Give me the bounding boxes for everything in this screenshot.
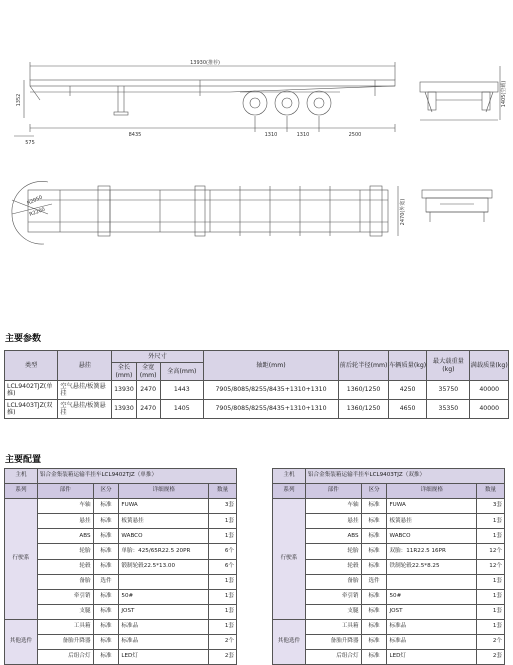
cell-spec: 50# (387, 589, 477, 604)
header-suspension: 悬挂 (58, 351, 112, 381)
cell-vehicle-mass: 4650 (388, 400, 427, 419)
cell-suspension: 空气悬挂/板簧悬挂 (58, 381, 112, 400)
dim-overall-length: 13930(推荐) (190, 60, 220, 66)
cell-wheelbase: 7905/8085/8255/8435+1310+1310 (203, 400, 339, 419)
cell-part: ABS (37, 529, 93, 544)
cell-spec: FUWA (387, 499, 477, 514)
table-row (273, 529, 505, 544)
cell-type: 标准 (361, 589, 387, 604)
cell-qty: 1套 (477, 619, 505, 634)
cell-type: 标准 (93, 529, 119, 544)
cell-type: 选件 (361, 574, 387, 589)
header-full-mass: 满载质量(kg) (470, 351, 509, 381)
cell-width: 2470 (136, 400, 160, 419)
cell-type: 标准 (93, 514, 119, 529)
cell-spec: 标准品 (387, 619, 477, 634)
cell-length: 13930 (112, 381, 136, 400)
config-table-right (272, 468, 505, 665)
cell-qty: 2个 (209, 635, 237, 650)
table-row (5, 635, 237, 650)
dim-front-overhang: 8435 (128, 132, 142, 138)
cell-part: 轮毂 (37, 559, 93, 574)
table-row (5, 574, 237, 589)
cell-type: 标准 (361, 514, 387, 529)
cell-type: 标准 (361, 604, 387, 619)
cell-part: 轮胎 (305, 544, 361, 559)
dim-turn-r2: R2200 (28, 206, 46, 218)
engineering-drawing (0, 0, 513, 290)
cell-type: 标准 (93, 499, 119, 514)
cell-length: 13930 (112, 400, 136, 419)
table-row (5, 589, 237, 604)
cell-part: 牵引销 (37, 589, 93, 604)
cell-part: 后组合灯 (37, 650, 93, 665)
cell-part: 支腿 (37, 604, 93, 619)
table-row (5, 381, 509, 400)
table-row (5, 529, 237, 544)
cell-type: 选件 (93, 574, 119, 589)
config-main-value: 铝合金集装箱运输半挂车LCL9402TJZ（单推） (37, 469, 236, 484)
cell-part: 工具箱 (37, 619, 93, 634)
cell-width: 2470 (136, 381, 160, 400)
header-outer-dim: 外尺寸 (112, 351, 203, 363)
cell-type: 标准 (361, 650, 387, 665)
table-row (5, 499, 237, 514)
cell-type: 标准 (93, 619, 119, 634)
cell-spec: 标准品 (387, 635, 477, 650)
table-row (5, 400, 509, 419)
dim-height-left: 1352 (16, 93, 22, 107)
dim-width-right: 2470(外宽) (400, 198, 406, 226)
cell-track: 1360/1250 (339, 381, 389, 400)
cell-part: 轮胎 (37, 544, 93, 559)
cell-full-mass: 40000 (470, 400, 509, 419)
cell-part: 悬挂 (37, 514, 93, 529)
cell-qty: 1套 (477, 604, 505, 619)
cell-spec: 锻制轮毂22.5*13.00 (119, 559, 209, 574)
cell-spec: 板簧悬挂 (119, 514, 209, 529)
cell-type: 标准 (93, 589, 119, 604)
cell-part: 备胎 (37, 574, 93, 589)
config-main-label: 主机 (5, 469, 38, 484)
cell-qty: 6个 (209, 544, 237, 559)
config-group-running: 行驶系 (5, 499, 38, 620)
cell-spec (119, 574, 209, 589)
cell-qty: 12个 (477, 544, 505, 559)
header-max-load: 最大载重量(kg) (427, 351, 470, 381)
cell-part: ABS (305, 529, 361, 544)
table-row (273, 574, 505, 589)
table-row (273, 619, 505, 634)
cell-wheelbase: 7905/8085/8255/8435+1310+1310 (203, 381, 339, 400)
dim-axle-spacing-2: 1310 (296, 132, 310, 138)
cell-qty: 3套 (477, 499, 505, 514)
config-header-type: 区分 (361, 484, 387, 499)
cell-spec: LED灯 (119, 650, 209, 665)
cell-qty: 2套 (209, 650, 237, 665)
config-header-qty: 数量 (477, 484, 505, 499)
cell-part: 车轴 (305, 499, 361, 514)
cell-part: 备胎升降器 (37, 635, 93, 650)
cell-qty: 1套 (477, 514, 505, 529)
cell-model: LCL9403TJZ(双推) (5, 400, 58, 419)
cell-part: 支腿 (305, 604, 361, 619)
params-table (4, 350, 509, 419)
cell-type: 标准 (361, 499, 387, 514)
cell-qty: 1套 (477, 589, 505, 604)
config-main-value: 铝合金集装箱运输半挂车LCL9403TJZ（双推） (305, 469, 504, 484)
cell-part: 牵引销 (305, 589, 361, 604)
config-main-label: 主机 (273, 469, 306, 484)
cell-height: 1443 (160, 381, 203, 400)
table-row (273, 514, 505, 529)
cell-type: 标准 (361, 635, 387, 650)
cell-part: 备胎 (305, 574, 361, 589)
cell-qty: 1套 (209, 619, 237, 634)
cell-qty: 1套 (209, 589, 237, 604)
config-header-spec: 详细规格 (119, 484, 209, 499)
cell-qty: 1套 (477, 529, 505, 544)
table-row (5, 559, 237, 574)
cell-qty: 6个 (209, 559, 237, 574)
header-width: 全宽(mm) (136, 363, 160, 381)
cell-spec: WABCO (387, 529, 477, 544)
cell-spec: 板簧悬挂 (387, 514, 477, 529)
table-row (273, 544, 505, 559)
cell-spec: 双胎：11R22.5 16PR (387, 544, 477, 559)
cell-qty: 1套 (477, 574, 505, 589)
dim-turn-r1: R2050 (26, 194, 44, 207)
cell-type: 标准 (93, 635, 119, 650)
config-header-part: 部件 (37, 484, 93, 499)
table-row (273, 589, 505, 604)
table-row (273, 604, 505, 619)
cell-qty: 3套 (209, 499, 237, 514)
dim-axle-spacing-1: 1310 (264, 132, 278, 138)
cell-spec: FUWA (119, 499, 209, 514)
header-model: 类型 (5, 351, 58, 381)
cell-qty: 2套 (477, 650, 505, 665)
cell-track: 1360/1250 (339, 400, 389, 419)
header-wheelbase: 轴距(mm) (203, 351, 339, 381)
cell-vehicle-mass: 4250 (388, 381, 427, 400)
dim-height-right: 1405(空载) (501, 80, 507, 108)
header-height: 全高(mm) (160, 363, 203, 381)
config-group-options: 其他选件 (273, 619, 306, 664)
cell-type: 标准 (361, 559, 387, 574)
cell-max-load: 35350 (427, 400, 470, 419)
cell-suspension: 空气悬挂/板簧悬挂 (58, 400, 112, 419)
cell-spec: WABCO (119, 529, 209, 544)
config-table-left (4, 468, 237, 665)
cell-type: 标准 (93, 650, 119, 665)
config-header-qty: 数量 (209, 484, 237, 499)
cell-model: LCL9402TJZ(单推) (5, 381, 58, 400)
cell-spec: 单胎：425/65R22.5 20PR (119, 544, 209, 559)
cell-part: 工具箱 (305, 619, 361, 634)
config-header-series: 系列 (273, 484, 306, 499)
cell-qty: 2个 (477, 635, 505, 650)
cell-qty: 1套 (209, 604, 237, 619)
header-track: 前后轮半径(mm) (339, 351, 389, 381)
table-row (273, 650, 505, 665)
cell-spec: JOST (387, 604, 477, 619)
section-title-config: 主要配置 (5, 455, 42, 465)
table-row (5, 514, 237, 529)
config-header-type: 区分 (93, 484, 119, 499)
table-row (273, 499, 505, 514)
cell-qty: 1套 (209, 529, 237, 544)
cell-qty: 1套 (209, 574, 237, 589)
dim-rear-overhang: 2500 (348, 132, 362, 138)
table-row (5, 604, 237, 619)
cell-spec: LED灯 (387, 650, 477, 665)
cell-part: 轮毂 (305, 559, 361, 574)
cell-spec: 50# (119, 589, 209, 604)
cell-part: 车轴 (37, 499, 93, 514)
config-group-options: 其他选件 (5, 619, 38, 664)
section-title-params: 主要参数 (5, 334, 42, 344)
config-header-series: 系列 (5, 484, 38, 499)
cell-type: 标准 (361, 619, 387, 634)
cell-spec: 标准品 (119, 619, 209, 634)
config-group-running: 行驶系 (273, 499, 306, 620)
cell-max-load: 35750 (427, 381, 470, 400)
cell-type: 标准 (361, 529, 387, 544)
cell-part: 悬挂 (305, 514, 361, 529)
cell-type: 标准 (93, 604, 119, 619)
cell-spec: JOST (119, 604, 209, 619)
cell-part: 备胎升降器 (305, 635, 361, 650)
dim-kingpin-offset: 575 (25, 140, 35, 146)
cell-qty: 12个 (477, 559, 505, 574)
table-row (5, 650, 237, 665)
header-length: 全长(mm) (112, 363, 136, 381)
header-vehicle-mass: 车辆质量(kg) (388, 351, 427, 381)
cell-spec: 标准品 (119, 635, 209, 650)
config-header-part: 部件 (305, 484, 361, 499)
cell-part: 后组合灯 (305, 650, 361, 665)
cell-type: 标准 (361, 544, 387, 559)
cell-qty: 1套 (209, 514, 237, 529)
table-row (5, 544, 237, 559)
table-row (5, 619, 237, 634)
cell-spec: 铁制轮毂22.5*8.25 (387, 559, 477, 574)
config-header-spec: 详细规格 (387, 484, 477, 499)
cell-full-mass: 40000 (470, 381, 509, 400)
table-row (273, 559, 505, 574)
cell-type: 标准 (93, 544, 119, 559)
table-row (273, 635, 505, 650)
cell-spec (387, 574, 477, 589)
cell-type: 标准 (93, 559, 119, 574)
cell-height: 1405 (160, 400, 203, 419)
